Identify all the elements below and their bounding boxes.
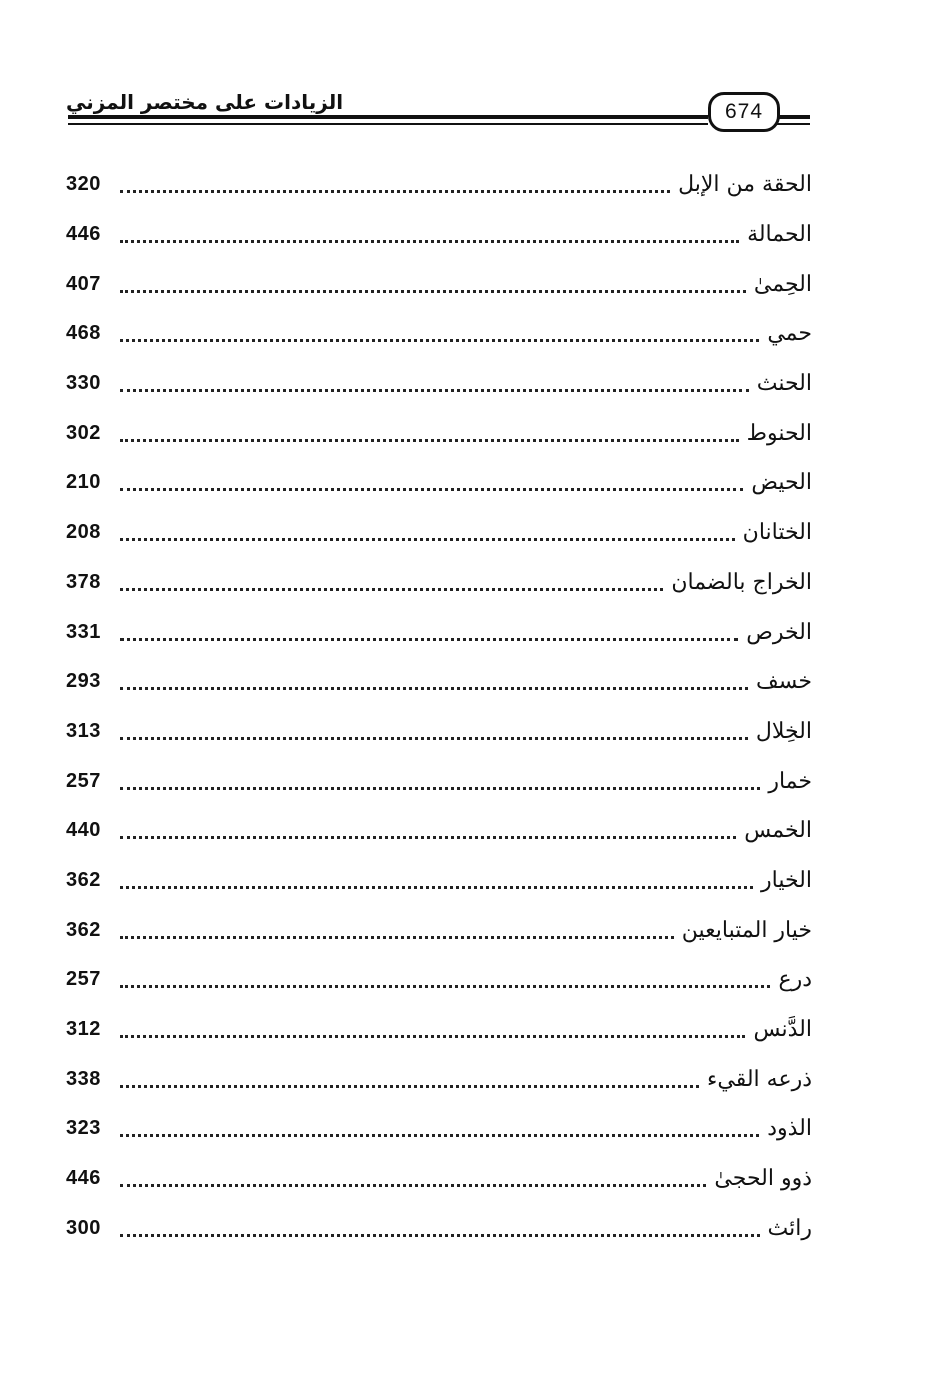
header-rule-thick xyxy=(68,115,708,119)
page-reference: 378 xyxy=(66,570,101,593)
page-number: 674 xyxy=(708,92,780,132)
index-entry xyxy=(66,359,814,409)
index-entry xyxy=(66,1154,814,1204)
page-reference: 208 xyxy=(66,521,101,544)
dot-leader xyxy=(120,317,759,342)
index-term: الحنوط xyxy=(746,420,812,446)
page-reference: 313 xyxy=(66,719,101,742)
dot-leader xyxy=(120,367,749,392)
dot-leader xyxy=(120,1162,706,1187)
index-term: الخرص xyxy=(746,619,812,645)
index-term: الذود xyxy=(767,1116,812,1142)
index-list xyxy=(66,160,814,1253)
dot-leader xyxy=(120,963,770,988)
dot-leader xyxy=(120,1013,745,1038)
page-reference: 323 xyxy=(66,1117,101,1140)
page-reference: 302 xyxy=(66,421,101,444)
index-term: الحِمىٰ xyxy=(753,271,812,297)
index-entry xyxy=(66,210,814,260)
index-entry xyxy=(66,1005,814,1055)
page-reference: 293 xyxy=(66,670,101,693)
index-term: الدَّنس xyxy=(753,1017,812,1043)
index-term: الختانان xyxy=(742,520,812,546)
page-reference: 210 xyxy=(66,471,101,494)
index-term: الحمالة xyxy=(747,222,812,248)
dot-leader xyxy=(120,1212,760,1237)
page-reference: 468 xyxy=(66,322,101,345)
index-entry xyxy=(66,508,814,558)
header-rule-thin xyxy=(68,123,708,125)
index-term: ذرعه القيء xyxy=(707,1066,812,1092)
dot-leader xyxy=(120,417,739,442)
page-reference: 440 xyxy=(66,819,101,842)
index-term: الحقة من الإبل xyxy=(678,172,812,198)
header-rule-right-thin xyxy=(774,123,810,125)
index-term: الحنث xyxy=(756,371,812,397)
dot-leader xyxy=(120,466,743,491)
index-term: رائث xyxy=(767,1215,812,1241)
index-entry xyxy=(66,160,814,210)
index-term: الخمس xyxy=(744,818,812,844)
page-reference: 320 xyxy=(66,173,101,196)
index-term: درع xyxy=(778,967,812,993)
index-term: الخيار xyxy=(761,867,812,893)
page-reference: 330 xyxy=(66,372,101,395)
index-term: ذوو الحجىٰ xyxy=(714,1166,812,1192)
index-entry xyxy=(66,309,814,359)
index-term: خيار المتبايعين xyxy=(681,917,812,943)
index-entry xyxy=(66,607,814,657)
dot-leader xyxy=(120,1063,699,1088)
dot-leader xyxy=(120,814,736,839)
dot-leader xyxy=(120,914,674,939)
dot-leader xyxy=(120,715,748,740)
dot-leader xyxy=(120,268,746,293)
index-entry xyxy=(66,707,814,757)
index-term: الحيض xyxy=(751,470,812,496)
index-term: حمي xyxy=(767,321,812,347)
page-reference: 446 xyxy=(66,1167,101,1190)
index-entry xyxy=(66,408,814,458)
index-entry xyxy=(66,657,814,707)
index-entry xyxy=(66,1203,814,1253)
index-entry xyxy=(66,856,814,906)
index-term: الخراج بالضمان xyxy=(671,569,812,595)
index-entry xyxy=(66,1054,814,1104)
page-reference: 362 xyxy=(66,918,101,941)
page-reference: 300 xyxy=(66,1216,101,1239)
index-entry xyxy=(66,259,814,309)
page-reference: 446 xyxy=(66,223,101,246)
dot-leader xyxy=(120,516,735,541)
page-reference: 407 xyxy=(66,272,101,295)
page-reference: 312 xyxy=(66,1018,101,1041)
dot-leader xyxy=(120,665,748,690)
index-entry xyxy=(66,1104,814,1154)
dot-leader xyxy=(120,566,663,591)
book-title: الزيادات على مختصر المزني xyxy=(66,90,344,114)
page-reference: 331 xyxy=(66,620,101,643)
index-term: خمار xyxy=(768,768,812,794)
page-reference: 362 xyxy=(66,868,101,891)
dot-leader xyxy=(120,864,753,889)
index-entry xyxy=(66,756,814,806)
running-header xyxy=(62,84,810,136)
dot-leader xyxy=(120,765,760,790)
index-entry xyxy=(66,558,814,608)
page-reference: 257 xyxy=(66,769,101,792)
index-entry xyxy=(66,458,814,508)
index-entry xyxy=(66,955,814,1005)
page-reference: 257 xyxy=(66,968,101,991)
index-entry xyxy=(66,905,814,955)
index-term: الخِلال xyxy=(755,718,812,744)
index-entry xyxy=(66,806,814,856)
dot-leader xyxy=(120,616,738,641)
page-reference: 338 xyxy=(66,1067,101,1090)
dot-leader xyxy=(120,1112,759,1137)
index-term: خسف xyxy=(756,669,812,695)
dot-leader xyxy=(120,168,670,193)
dot-leader xyxy=(120,218,739,243)
